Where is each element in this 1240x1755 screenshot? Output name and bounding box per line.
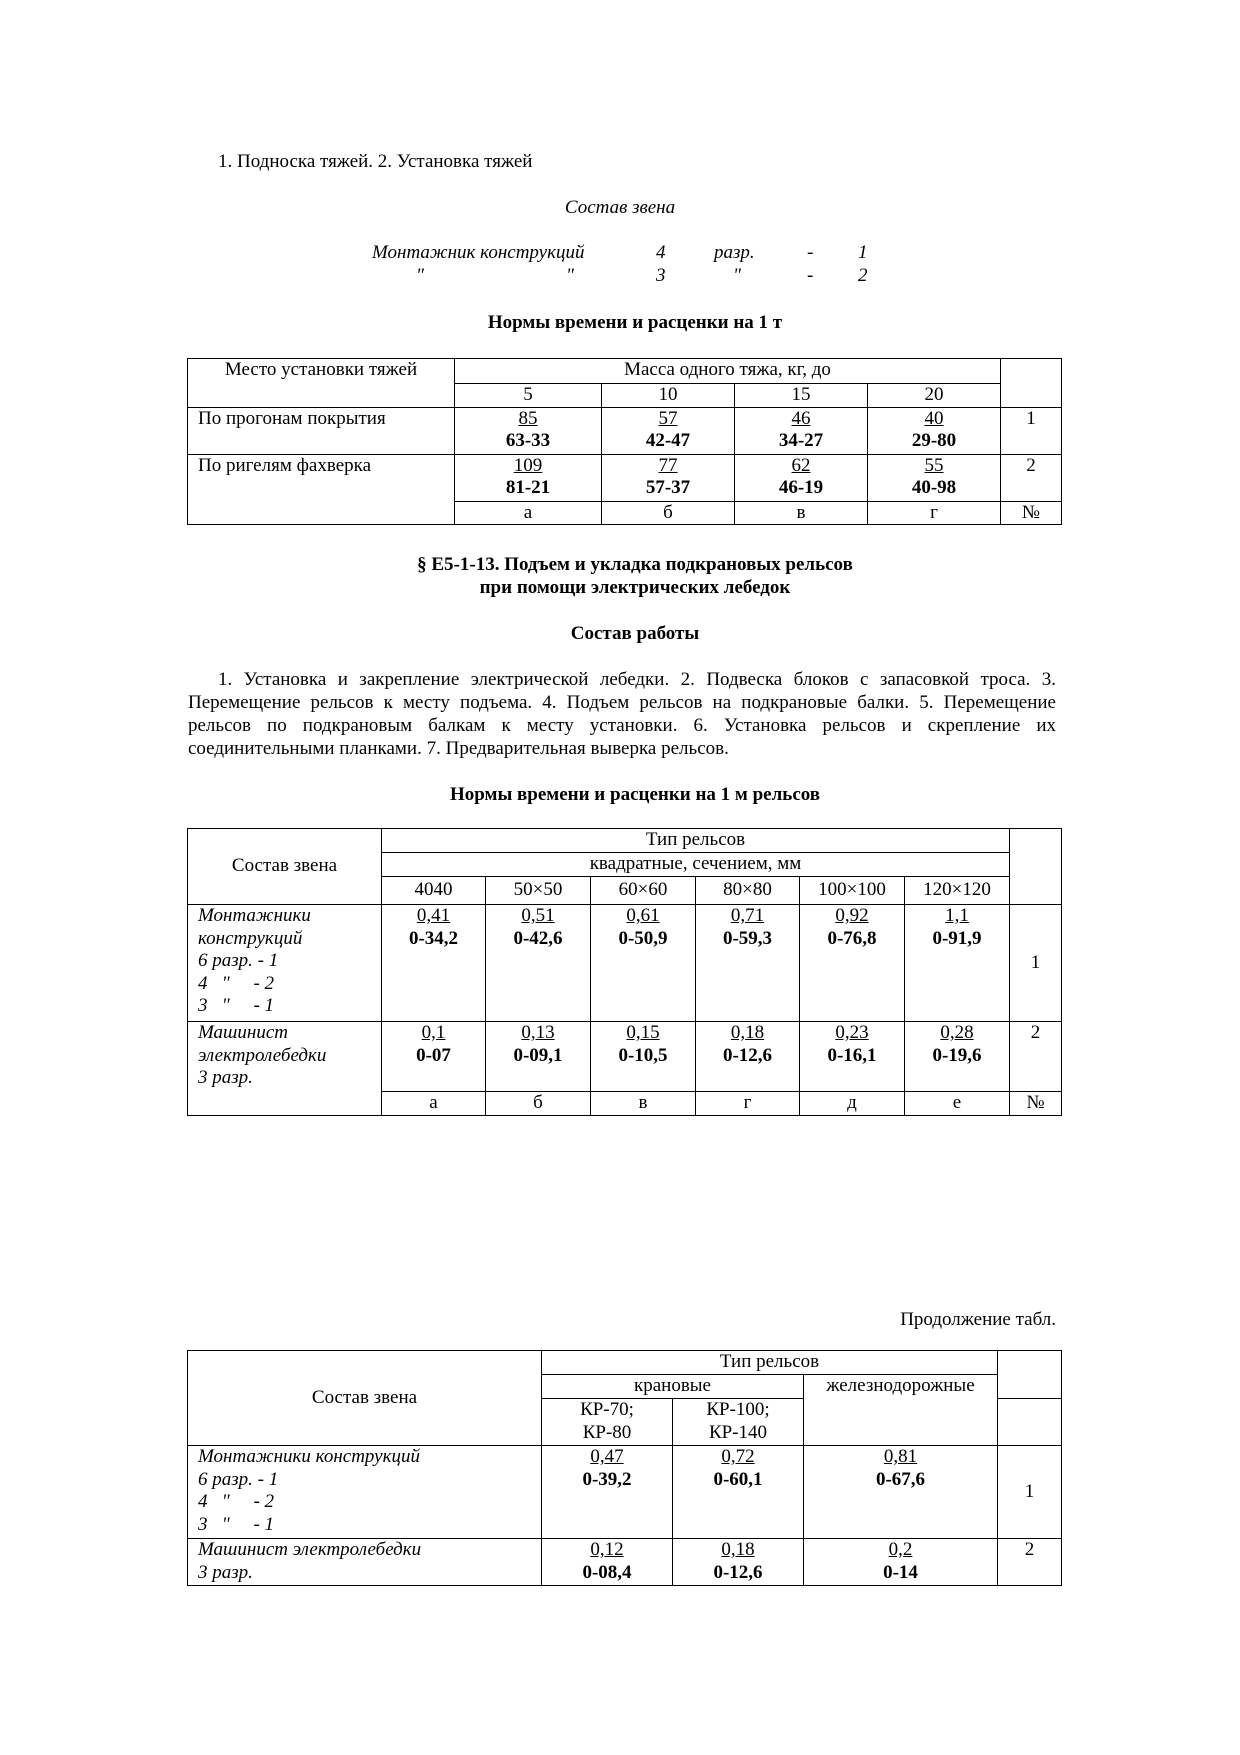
- norm-cell: [673, 1446, 804, 1539]
- header-crane: крановые: [542, 1375, 804, 1399]
- row-number: 1: [1010, 905, 1062, 1022]
- norm-price: 0-16,1: [827, 1044, 877, 1066]
- norm-time: 0,41: [416, 905, 451, 926]
- norm-price: 0-14: [883, 1561, 918, 1583]
- norm-cell: [673, 1539, 804, 1586]
- crane-type-line: КР-80: [582, 1421, 632, 1443]
- norm-price: 0-42,6: [513, 927, 563, 949]
- norm-price: 63-33: [505, 430, 551, 451]
- norm-time: 0,15: [626, 1022, 660, 1043]
- norm-price: 0-67,6: [875, 1468, 926, 1490]
- norm-time: 0,61: [626, 905, 660, 926]
- column-letter: б: [486, 1092, 591, 1116]
- norm-cell: [696, 1022, 800, 1092]
- norm-price: 0-59,3: [722, 927, 773, 949]
- norm-cell: [804, 1446, 998, 1539]
- norm-time: 0,1: [421, 1022, 446, 1043]
- norms-table-3: [187, 1350, 1062, 1586]
- norm-price: 0-76,8: [827, 927, 877, 949]
- norm-time: 0,72: [721, 1446, 755, 1467]
- column-letter: г: [696, 1092, 800, 1116]
- column-letter: б: [602, 501, 735, 525]
- crew-label: [188, 1022, 382, 1116]
- norm-price: 0-12,6: [722, 1044, 773, 1066]
- norm-time: 0,92: [835, 905, 869, 926]
- norm-price: 0-10,5: [618, 1044, 668, 1066]
- row-number: 2: [998, 1539, 1062, 1586]
- norms-table-2: [187, 828, 1062, 1116]
- table2-title: Нормы времени и расценки на 1 м рельсов: [449, 784, 821, 805]
- norm-price: 34-27: [778, 430, 824, 451]
- intro-line: 1. Подноска тяжей. 2. Установка тяжей: [218, 151, 533, 172]
- continuation-label: Продолжение табл.: [900, 1309, 1056, 1330]
- crew-grade: 4: [656, 242, 666, 263]
- norm-time: 0,51: [521, 905, 555, 926]
- crew-line: 6 разр. - 1: [198, 1468, 279, 1490]
- norm-cell: [602, 407, 735, 454]
- norm-time: 0,18: [721, 1539, 755, 1560]
- number-sign: №: [1001, 501, 1062, 525]
- column-letter: д: [800, 1092, 905, 1116]
- crew-unit: ": [733, 265, 741, 286]
- crane-type: [542, 1399, 673, 1446]
- crew-line: 3 " - 1: [198, 1513, 275, 1535]
- norm-price: 0-50,9: [618, 927, 668, 949]
- table-row: [188, 905, 1062, 1022]
- header-empty: [998, 1399, 1062, 1446]
- size-value: 120×120: [905, 877, 1010, 905]
- table-row: [188, 1446, 1062, 1539]
- norm-cell: [804, 1539, 998, 1586]
- norm-time: 0,2: [888, 1539, 913, 1560]
- crew-line: 3 разр.: [198, 1067, 253, 1088]
- norm-cell: [868, 407, 1001, 454]
- norm-time: 55: [924, 454, 944, 476]
- header-railroad: железнодорожные: [804, 1375, 998, 1446]
- column-letter: в: [591, 1092, 696, 1116]
- size-value: 80×80: [696, 877, 800, 905]
- header-crew: Состав звена: [188, 829, 382, 905]
- norm-time: 0,71: [730, 905, 765, 926]
- crew-line: конструкций: [198, 927, 303, 949]
- table1-title: Нормы времени и расценки на 1 т: [487, 312, 783, 333]
- mass-value: 10: [602, 384, 735, 408]
- crew-label: [188, 905, 382, 1022]
- size-value: 60×60: [591, 877, 696, 905]
- norm-time: 77: [658, 454, 678, 476]
- header-rail-type: Тип рельсов: [542, 1351, 998, 1375]
- crew-name: Монтажник конструкций: [372, 242, 585, 263]
- column-letter: г: [868, 501, 1001, 525]
- crew-label: [188, 1539, 542, 1586]
- norm-cell: [602, 454, 735, 501]
- norm-time: 57: [658, 407, 678, 429]
- norm-price: 29-80: [911, 430, 957, 451]
- size-value: 50×50: [486, 877, 591, 905]
- work-description: 1. Установка и закрепление электрической лебедки. 2. Подвеска блоков с запасовкой троса. 3. Перемещение рельсов к месту подъема. 4. Подъем рельсов на подкрановые балки. 5. Перемещение рельсов по подкрановым балкам к месту установки. 6. Установка рельсов и скрепление их соединительными планками. 7. Предварительная выверка рельсов.: [188, 669, 1056, 759]
- crew-row-1: [0, 241, 1240, 264]
- crew-line: 3 разр.: [198, 1561, 253, 1583]
- crew-count: 1: [858, 242, 868, 263]
- norm-price: 81-21: [505, 477, 551, 498]
- row-number: 2: [1001, 454, 1062, 501]
- header-empty: [998, 1351, 1062, 1399]
- table-row: [188, 407, 1062, 454]
- norm-cell: [486, 1022, 591, 1092]
- norm-time: 46: [791, 407, 811, 429]
- section-heading-line-1: § Е5-1-13. Подъем и укладка подкрановых рельсов: [417, 554, 853, 575]
- norm-price: 40-98: [911, 477, 957, 498]
- crew-ditto: ": [416, 265, 424, 286]
- norm-cell: [455, 407, 602, 454]
- crane-type-line: КР-70;: [580, 1399, 634, 1420]
- section-heading-line-2: при помощи электрических лебедок: [479, 577, 791, 598]
- row-number: 2: [1010, 1022, 1062, 1092]
- crew-count: 2: [858, 265, 868, 286]
- norms-table-1: [187, 358, 1062, 525]
- crew-grade: 3: [656, 265, 666, 286]
- header-place: Место установки тяжей: [188, 359, 455, 408]
- crane-type-line: КР-100;: [706, 1399, 770, 1420]
- work-title: Состав работы: [570, 623, 700, 644]
- crew-line: 3 " - 1: [198, 995, 275, 1016]
- norm-cell: [800, 905, 905, 1022]
- crane-type-line: КР-140: [708, 1421, 768, 1443]
- mass-value: 15: [735, 384, 868, 408]
- norm-time: 0,28: [940, 1022, 974, 1043]
- crew-dash: -: [807, 242, 814, 263]
- norm-cell: [800, 1022, 905, 1092]
- row-number: 1: [1001, 407, 1062, 454]
- crew-row-2: [0, 264, 1240, 287]
- norm-cell: [486, 905, 591, 1022]
- norm-price: 46-19: [778, 477, 824, 498]
- table-row: [188, 1539, 1062, 1586]
- norm-price: 0-09,1: [513, 1044, 563, 1066]
- norm-price: 0-07: [416, 1044, 451, 1066]
- norm-time: 0,12: [590, 1539, 624, 1560]
- norm-price: 0-91,9: [932, 927, 982, 949]
- norm-price: 0-39,2: [582, 1468, 632, 1490]
- column-letter: в: [735, 501, 868, 525]
- norm-time: 0,23: [835, 1022, 869, 1043]
- header-mass: Масса одного тяжа, кг, до: [455, 359, 1001, 384]
- header-crew: Состав звена: [188, 1351, 542, 1446]
- table-row: [188, 454, 1062, 501]
- crew-ditto: ": [566, 265, 574, 286]
- norm-price: 0-19,6: [932, 1044, 982, 1066]
- norm-cell: [905, 905, 1010, 1022]
- norm-cell: [382, 905, 486, 1022]
- norm-cell: [591, 905, 696, 1022]
- norm-cell: [905, 1022, 1010, 1092]
- crew-line: Машинист: [198, 1022, 288, 1043]
- crew-line: 6 разр. - 1: [198, 950, 279, 971]
- norm-cell: [696, 905, 800, 1022]
- row-number: 1: [998, 1446, 1062, 1539]
- crew-title: Состав звена: [564, 197, 676, 218]
- column-letter: а: [455, 501, 602, 525]
- crew-line: 4 " - 2: [198, 1491, 275, 1512]
- norm-time: 40: [924, 407, 944, 429]
- norm-time: 0,13: [521, 1022, 555, 1043]
- norm-time: 0,18: [730, 1022, 765, 1043]
- norm-price: 0-60,1: [713, 1468, 763, 1490]
- table-row: [188, 1022, 1062, 1092]
- size-value: 100×100: [800, 877, 905, 905]
- norm-cell: [455, 454, 602, 501]
- header-rail-type: Тип рельсов: [382, 829, 1010, 853]
- norm-time: 0,81: [883, 1446, 918, 1467]
- norm-price: 0-34,2: [408, 927, 459, 949]
- header-square: квадратные, сечением, мм: [382, 853, 1010, 877]
- crew-unit: разр.: [714, 242, 755, 263]
- place-label: По прогонам покрытия: [188, 407, 455, 454]
- norm-time: 62: [791, 454, 811, 476]
- number-sign: №: [1010, 1092, 1062, 1116]
- norm-price: 42-47: [645, 430, 691, 451]
- header-empty: [1001, 359, 1062, 408]
- norm-price: 0-08,4: [582, 1561, 632, 1583]
- crew-line: электролебедки: [198, 1044, 327, 1066]
- norm-cell: [542, 1539, 673, 1586]
- crew-line: Монтажники: [198, 905, 311, 926]
- norm-time: 85: [518, 407, 538, 429]
- mass-value: 5: [455, 384, 602, 408]
- norm-time: 109: [513, 454, 543, 476]
- crew-line: Машинист электролебедки: [198, 1539, 422, 1560]
- norm-price: 57-37: [645, 477, 691, 498]
- column-letter: а: [382, 1092, 486, 1116]
- norm-cell: [382, 1022, 486, 1092]
- crew-line: 4 " - 2: [198, 972, 275, 994]
- norm-time: 0,47: [590, 1446, 624, 1467]
- norm-cell: [735, 407, 868, 454]
- place-label: По ригелям фахверка: [188, 454, 455, 525]
- crew-dash: -: [807, 265, 814, 286]
- norm-cell: [735, 454, 868, 501]
- crew-line: Монтажники конструкций: [198, 1446, 420, 1467]
- crew-label: [188, 1446, 542, 1539]
- norm-cell: [591, 1022, 696, 1092]
- norm-cell: [868, 454, 1001, 501]
- norm-price: 0-12,6: [713, 1561, 763, 1583]
- norm-cell: [542, 1446, 673, 1539]
- norm-time: 1,1: [945, 905, 969, 926]
- mass-value: 20: [868, 384, 1001, 408]
- column-letter: е: [905, 1092, 1010, 1116]
- header-empty: [1010, 829, 1062, 905]
- size-value: 4040: [382, 877, 486, 905]
- crane-type: [673, 1399, 804, 1446]
